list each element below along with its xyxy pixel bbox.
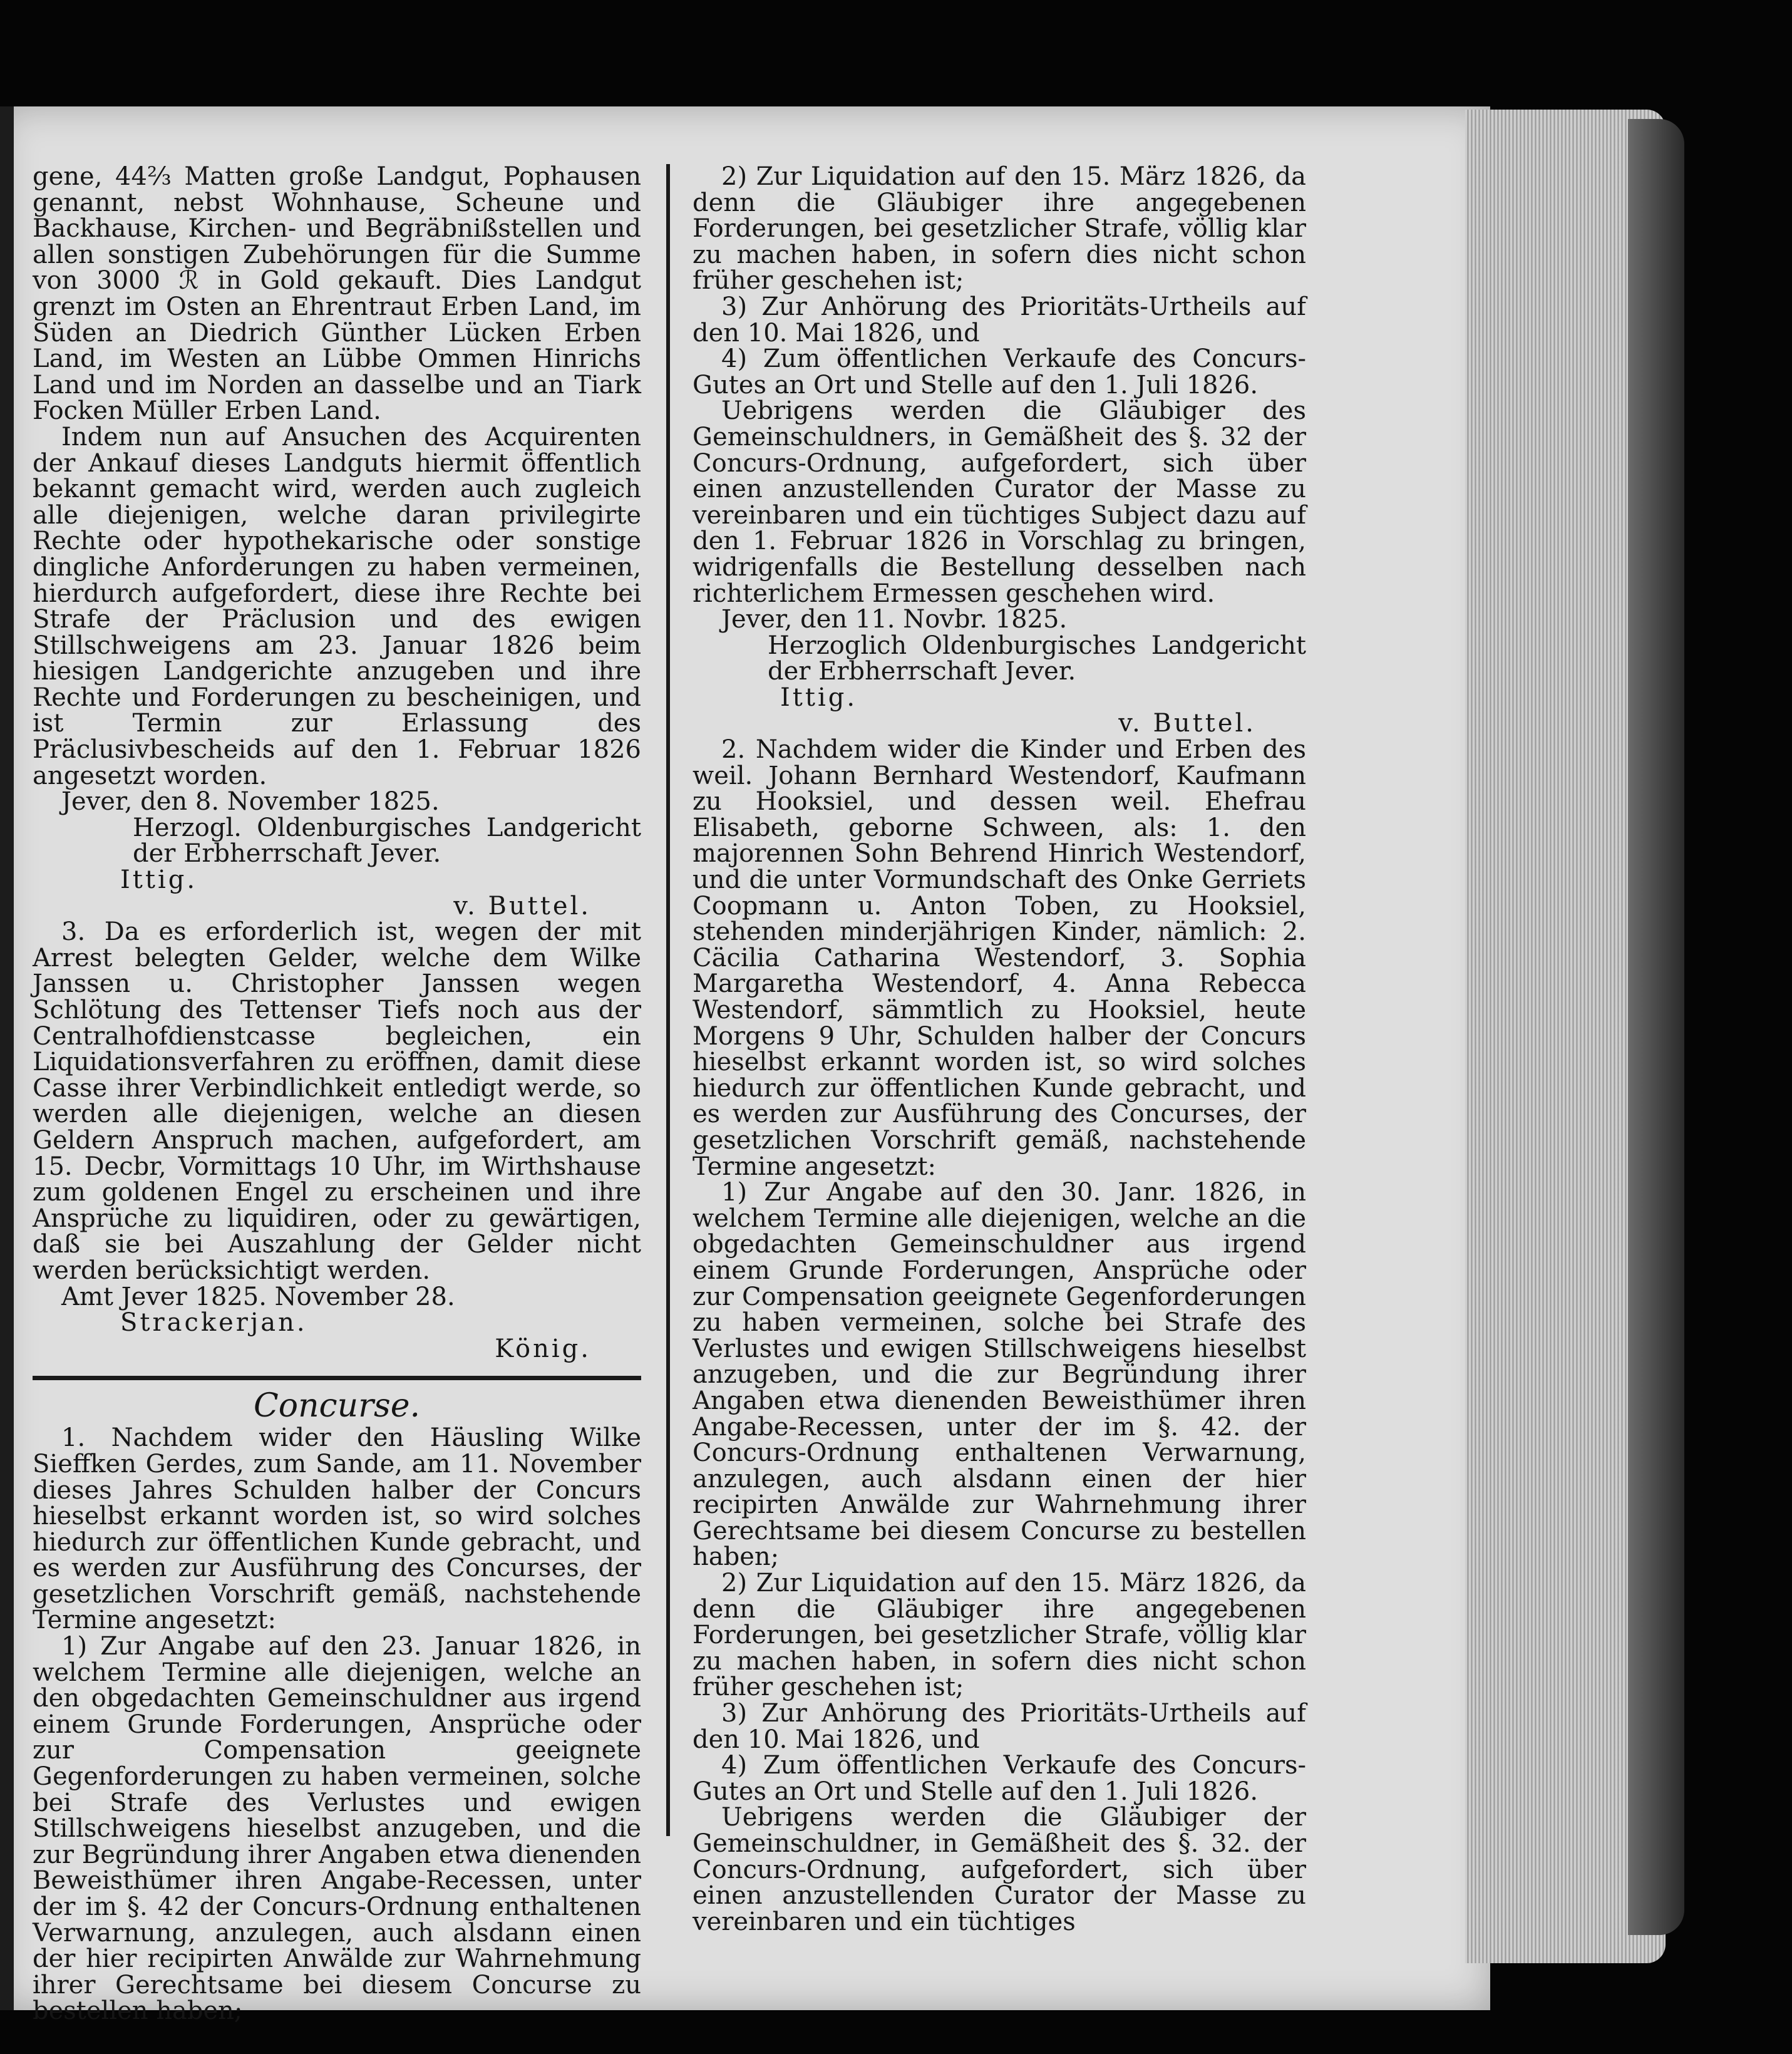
section-heading: Concurse.	[253, 1387, 421, 1425]
binding-shadow	[0, 106, 14, 2010]
paragraph: Indem nun auf Ansuchen des Acquirenten der Ankauf dieses Landguts hiermit öffentlich bekannt gemacht wird, werden auch zugleich alle diejenigen, welche daran privilegirte Rechte oder hypothekarische oder sonstige dingliche Anforderungen zu haben vermeinen, hierdurch aufgefordert, diese ihre Rechte bei Strafe der Präclusion und des ewigen Stillschweigens am 23. Januar 1826 beim hiesigen Landgerichte anzugeben und ihre Rechte und Forderungen zu bescheinigen, und ist Termin zur Erlassung des Präclusivbescheids auf den 1. Februar 1826 angesetzt worden.	[33, 422, 641, 790]
signature: Ittig.	[120, 865, 198, 895]
book-edge-shadow	[1628, 119, 1684, 1935]
column-divider	[666, 164, 670, 1836]
signature: v. Buttel.	[1118, 709, 1256, 738]
list-item: 3) Zur Anhörung des Prioritäts-Urtheils auf den 10. Mai 1826, und	[693, 1699, 1306, 1754]
signature: v. Buttel.	[453, 891, 591, 921]
court-signature: Herzoglich Oldenburgisches Landgericht der Erbherrschaft Jever.	[768, 631, 1306, 686]
paragraph: Uebrigens werden die Gläubiger des Gemeinschuldners, in Gemäßheit des §. 32 der Concurs-Ordnung, aufgefordert, sich über einen anzustellenden Curator der Masse zu vereinbaren und ein tüchtiges Subject dazu auf den 1. Februar 1826 in Vorschlag zu bringen, widrigenfalls die Bestellung desselben nach richterlichem Ermessen geschehen wird.	[693, 396, 1306, 608]
signature: Strackerjan.	[120, 1308, 307, 1338]
list-item: 2) Zur Liquidation auf den 15. März 1826, da denn die Gläubiger ihre angegebenen Forderungen, bei gesetzlicher Strafe, völlig klar zu machen haben, in sofern dies nicht schon früher geschehen ist;	[693, 162, 1306, 296]
list-item: 4) Zum öffentlichen Verkaufe des Concurs-Gutes an Ort und Stelle auf den 1. Juli 1826.	[693, 1751, 1306, 1806]
paragraph: Uebrigens werden die Gläubiger der Gemeinschuldner, in Gemäßheit des §. 32. der Concurs-Ordnung, aufgefordert, sich über einen anzustellenden Curator der Masse zu vereinbaren und ein tüchtiges	[693, 1803, 1306, 1936]
dateline: Jever, den 11. Novbr. 1825.	[721, 605, 1068, 634]
list-item: 2) Zur Liquidation auf den 15. März 1826, da denn die Gläubiger ihre angegebenen Forderungen, bei gesetzlicher Strafe, völlig klar zu machen haben, in sofern dies nicht schon früher geschehen ist;	[693, 1569, 1306, 1702]
right-column	[693, 164, 1306, 1935]
list-item: 3) Zur Anhörung des Prioritäts-Urtheils auf den 10. Mai 1826, und	[693, 292, 1306, 348]
dateline: Amt Jever 1825. November 28.	[61, 1282, 455, 1311]
section-rule	[33, 1376, 641, 1380]
paragraph: gene, 44⅔ Matten große Landgut, Pophausen genannt, nebst Wohnhause, Scheune und Backhause, Kirchen- und Begräbnißstellen und allen sonstigen Zubehörungen für die Summe von 3000 ℛ in Gold gekauft. Dies Landgut grenzt im Osten an Ehrentraut Erben Land, im Süden an Diedrich Günther Lücken Erben Land, im Westen an Lübbe Ommen Hinrichs Land und im Norden an dasselbe und an Tiark Focken Müller Erben Land.	[33, 162, 641, 426]
court-signature: Herzogl. Oldenburgisches Landgericht der Erbherrschaft Jever.	[133, 813, 641, 869]
list-item: 1) Zur Angabe auf den 30. Janr. 1826, in welchem Termine alle diejenigen, welche an die obgedachten Gemeinschuldner aus irgend einem Grunde Forderungen, Ansprüche oder zur Compensation geeignete Gegenforderungen zu haben vermeinen, solche bei Strafe des Verlustes und ewigen Stillschweigens hieselbst anzugeben, und die zur Begründung ihrer Angaben etwa dienenden Beweisthümer ihren Angabe-Recessen, unter der im §. 42. der Concurs-Ordnung enthaltenen Verwarnung, anzulegen, auch alsdann einen der hier recipirten Anwälde zur Wahrnehmung ihrer Gerechtsame bei diesem Concurse zu bestellen haben;	[693, 1178, 1306, 1572]
signature: König.	[495, 1334, 591, 1363]
left-column	[33, 164, 641, 2025]
paragraph: 3. Da es erforderlich ist, wegen der mit Arrest belegten Gelder, welche dem Wilke Janssen u. Christopher Janssen wegen Schlötung des Tettenser Tiefs noch aus der Centralhofdienstcasse begleichen, ein Liquidationsverfahren zu eröffnen, damit diese Casse ihrer Verbindlichkeit entledigt werde, so werden alle diejenigen, welche an diesen Geldern Anspruch machen, aufgefordert, am 15. Decbr, Vormittags 10 Uhr, im Wirthshause zum goldenen Engel zu erscheinen und ihre Ansprüche zu liquidiren, oder zu gewärtigen, daß sie bei Auszahlung der Gelder nicht werden berücksichtigt werden.	[33, 917, 641, 1285]
list-item: 1) Zur Angabe auf den 23. Januar 1826, in welchem Termine alle diejenigen, welche an den obgedachten Gemeinschuldner aus irgend einem Grunde Forderungen, Ansprüche oder zur Compensation geeignete Gegenforderungen zu haben vermeinen, solche bei Strafe des Verlustes und ewigen Stillschweigens hieselbst anzugeben, und die zur Begründung ihrer Angaben etwa dienenden Beweisthümer ihren Angabe-Recessen, unter der im §. 42 der Concurs-Ordnung enthaltenen Verwarnung, anzulegen, auch alsdann einen der hier recipirten Anwälde zur Wahrnehmung ihrer Gerechtsame bei diesem Concurse zu bestellen haben;	[33, 1632, 641, 2026]
paragraph: 2. Nachdem wider die Kinder und Erben des weil. Johann Bernhard Westendorf, Kaufmann zu Hooksiel, und dessen weil. Ehefrau Elisabeth, geborne Schween, als: 1. den majorennen Sohn Behrend Hinrich Westendorf, und die unter Vormundschaft des Onke Gerriets Coopmann u. Anton Toben, zu Hooksiel, stehenden minderjährigen Kinder, nämlich: 2. Cäcilia Catharina Westendorf, 3. Sophia Margaretha Westendorf, 4. Anna Rebecca Westendorf, sämmtlich zu Hooksiel, heute Morgens 9 Uhr, Schulden halber der Concurs hieselbst erkannt worden ist, so wird solches hiedurch zur öffentlichen Kunde gebracht, und es werden zur Ausführung des Concurses, der gesetzlichen Vorschrift gemäß, nachstehende Termine angesetzt:	[693, 735, 1306, 1181]
paragraph: 1. Nachdem wider den Häusling Wilke Sieffken Gerdes, zum Sande, am 11. November dieses Jahres Schulden halber der Concurs hieselbst erkannt worden ist, so wird solches hiedurch zur öffentlichen Kunde gebracht, und es werden zur Ausführung des Concurses, der gesetzlichen Vorschrift gemäß, nachstehende Termine angesetzt:	[33, 1423, 641, 1635]
list-item: 4) Zum öffentlichen Verkaufe des Concurs-Gutes an Ort und Stelle auf den 1. Juli 1826.	[693, 344, 1306, 400]
signature: Ittig.	[780, 683, 858, 712]
dateline: Jever, den 8. November 1825.	[61, 787, 440, 817]
